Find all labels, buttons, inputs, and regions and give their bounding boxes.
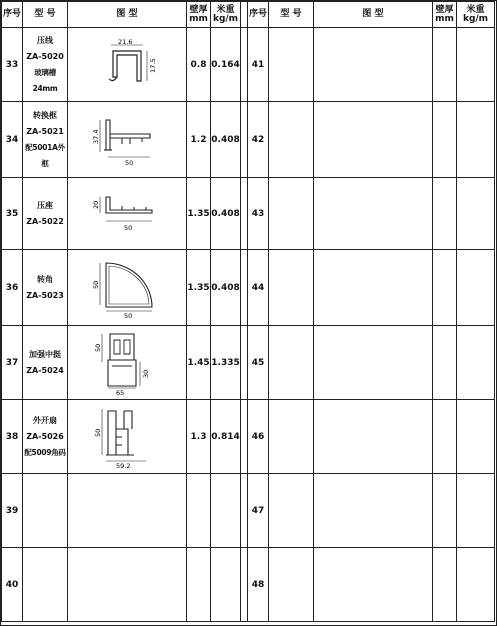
model-cell-right — [269, 400, 314, 474]
wall-thickness-right — [433, 326, 457, 400]
header-thickness-right-line2: mm — [435, 13, 454, 24]
row-number-right: 48 — [248, 548, 269, 622]
table-row — [2, 474, 495, 548]
meter-weight: 0.408 — [211, 178, 241, 250]
header-thickness-line2: mm — [189, 13, 208, 24]
table-row — [2, 178, 495, 250]
profile-drawing-cell-right — [314, 28, 433, 102]
meter-weight-right — [457, 28, 495, 102]
meter-weight-right — [457, 102, 495, 178]
profile-drawing-cell — [68, 548, 187, 622]
header-weight-right-line1: 米重 — [466, 4, 485, 15]
model-cell — [23, 326, 68, 400]
profile-drawing-cell-right — [314, 326, 433, 400]
column-divider — [241, 102, 248, 178]
profile-drawing-cell — [68, 28, 187, 102]
outward-sash-profile-drawing — [94, 405, 160, 469]
wall-thickness: 1.3 — [187, 400, 211, 474]
profile-name: 转角 — [37, 274, 53, 284]
row-number-right: 46 — [248, 400, 269, 474]
profile-drawing-cell — [68, 474, 187, 548]
corner-profile-drawing — [94, 257, 160, 319]
wall-thickness-right — [433, 102, 457, 178]
profile-code: ZA-5022 — [26, 216, 64, 226]
row-number: 34 — [2, 102, 23, 178]
dimension-height-label: 37.4 — [92, 129, 100, 144]
model-cell — [23, 102, 68, 178]
dimension-height-label: 17.5 — [149, 58, 157, 73]
dimension-height-label: 20 — [92, 200, 100, 209]
dimension-height-label: 50 — [94, 343, 102, 352]
row-number-right: 41 — [248, 28, 269, 102]
profile-note: 玻璃槽24mm — [32, 67, 58, 93]
header-weight — [211, 2, 241, 28]
table-row — [2, 28, 495, 102]
header-no: 序号 — [2, 2, 23, 28]
model-cell — [23, 28, 68, 102]
dimension-width-label: 50 — [124, 311, 133, 320]
profile-name: 加强中挺 — [29, 349, 61, 359]
meter-weight-right — [457, 474, 495, 548]
profile-code: ZA-5024 — [26, 365, 64, 375]
row-number-right: 47 — [248, 474, 269, 548]
profile-name: 外开扇 — [33, 415, 57, 425]
table-row — [2, 548, 495, 622]
table-row — [2, 250, 495, 326]
row-number-right: 45 — [248, 326, 269, 400]
model-cell-right — [269, 548, 314, 622]
row-number: 39 — [2, 474, 23, 548]
column-divider — [241, 28, 248, 102]
profile-drawing-cell-right — [314, 250, 433, 326]
dimension-height-label: 50 — [92, 280, 100, 289]
wall-thickness-right — [433, 400, 457, 474]
profile-drawing-cell — [68, 400, 187, 474]
row-number-right: 43 — [248, 178, 269, 250]
profile-drawing-cell — [68, 250, 187, 326]
wall-thickness-right — [433, 548, 457, 622]
meter-weight-right — [457, 326, 495, 400]
profile-name: 压线 — [37, 35, 53, 45]
pressing-strip-profile-drawing — [97, 37, 157, 93]
row-number-right: 42 — [248, 102, 269, 178]
header-row — [2, 2, 495, 28]
model-cell — [23, 548, 68, 622]
model-cell-right — [269, 28, 314, 102]
row-number: 36 — [2, 250, 23, 326]
wall-thickness — [187, 548, 211, 622]
dimension-height-label: 50 — [94, 428, 102, 437]
meter-weight — [211, 548, 241, 622]
meter-weight: 0.408 — [211, 102, 241, 178]
meter-weight: 0.814 — [211, 400, 241, 474]
column-divider — [241, 326, 248, 400]
profile-code: ZA-5023 — [26, 290, 64, 300]
table-row — [2, 400, 495, 474]
model-cell-right — [269, 326, 314, 400]
profile-drawing-cell-right — [314, 400, 433, 474]
header-drawing-right: 图 型 — [314, 2, 433, 28]
model-cell-right — [269, 178, 314, 250]
profile-note: 配5009角码 — [24, 447, 66, 457]
dimension-width-label: 50 — [124, 223, 133, 232]
column-divider — [241, 2, 248, 28]
wall-thickness: 1.2 — [187, 102, 211, 178]
model-cell-right — [269, 102, 314, 178]
dimension-width-label: 21.6 — [118, 37, 133, 46]
wall-thickness: 0.8 — [187, 28, 211, 102]
row-number: 37 — [2, 326, 23, 400]
model-cell — [23, 400, 68, 474]
profile-code: ZA-5020 — [26, 51, 64, 61]
wall-thickness: 1.35 — [187, 250, 211, 326]
meter-weight — [211, 474, 241, 548]
profile-drawing-cell-right — [314, 548, 433, 622]
profile-code: ZA-5026 — [26, 431, 64, 441]
header-weight-right — [457, 2, 495, 28]
dimension-width-label: 65 — [116, 388, 125, 397]
meter-weight-right — [457, 400, 495, 474]
profile-name: 转换框 — [33, 110, 57, 120]
meter-weight-right — [457, 250, 495, 326]
header-weight-line1: 米重 — [216, 4, 235, 15]
wall-thickness-right — [433, 250, 457, 326]
profile-catalog-table — [1, 1, 495, 622]
column-divider — [241, 250, 248, 326]
meter-weight: 0.164 — [211, 28, 241, 102]
wall-thickness-right — [433, 28, 457, 102]
profile-drawing-cell — [68, 178, 187, 250]
column-divider — [241, 400, 248, 474]
wall-thickness: 1.45 — [187, 326, 211, 400]
reinforced-mullion-profile-drawing — [94, 330, 160, 396]
table-row — [2, 326, 495, 400]
table-row — [2, 102, 495, 178]
row-number: 38 — [2, 400, 23, 474]
header-thickness-line1: 壁厚 — [189, 4, 208, 15]
meter-weight: 1.335 — [211, 326, 241, 400]
wall-thickness: 1.35 — [187, 178, 211, 250]
dimension-side-label: 30 — [142, 369, 150, 378]
row-number: 40 — [2, 548, 23, 622]
header-model-right: 型 号 — [269, 2, 314, 28]
header-thickness-right-line1: 壁厚 — [435, 4, 454, 15]
model-cell — [23, 178, 68, 250]
profile-drawing-cell — [68, 102, 187, 178]
wall-thickness-right — [433, 474, 457, 548]
header-model: 型 号 — [23, 2, 68, 28]
model-cell — [23, 474, 68, 548]
meter-weight: 0.408 — [211, 250, 241, 326]
header-thickness-right — [433, 2, 457, 28]
transfer-frame-profile-drawing — [94, 110, 160, 170]
column-divider — [241, 548, 248, 622]
profile-drawing-cell-right — [314, 474, 433, 548]
header-weight-line2: kg/m — [212, 13, 239, 24]
row-number: 33 — [2, 28, 23, 102]
model-cell-right — [269, 250, 314, 326]
meter-weight-right — [457, 178, 495, 250]
profile-code: ZA-5021 — [26, 126, 64, 136]
header-drawing: 图 型 — [68, 2, 187, 28]
header-no-right: 序号 — [248, 2, 269, 28]
model-cell — [23, 250, 68, 326]
dimension-width-label: 59.2 — [116, 461, 131, 470]
meter-weight-right — [457, 548, 495, 622]
header-weight-right-line2: kg/m — [462, 13, 489, 24]
pressing-seat-profile-drawing — [94, 191, 160, 237]
header-thickness — [187, 2, 211, 28]
row-number-right: 44 — [248, 250, 269, 326]
dimension-width-label: 50 — [125, 158, 134, 167]
profile-note: 配5001A外框 — [25, 142, 65, 168]
profile-drawing-cell-right — [314, 102, 433, 178]
row-number: 35 — [2, 178, 23, 250]
model-cell-right — [269, 474, 314, 548]
column-divider — [241, 474, 248, 548]
column-divider — [241, 178, 248, 250]
profile-drawing-cell-right — [314, 178, 433, 250]
wall-thickness — [187, 474, 211, 548]
wall-thickness-right — [433, 178, 457, 250]
profile-drawing-cell — [68, 326, 187, 400]
profile-name: 压座 — [37, 200, 53, 210]
